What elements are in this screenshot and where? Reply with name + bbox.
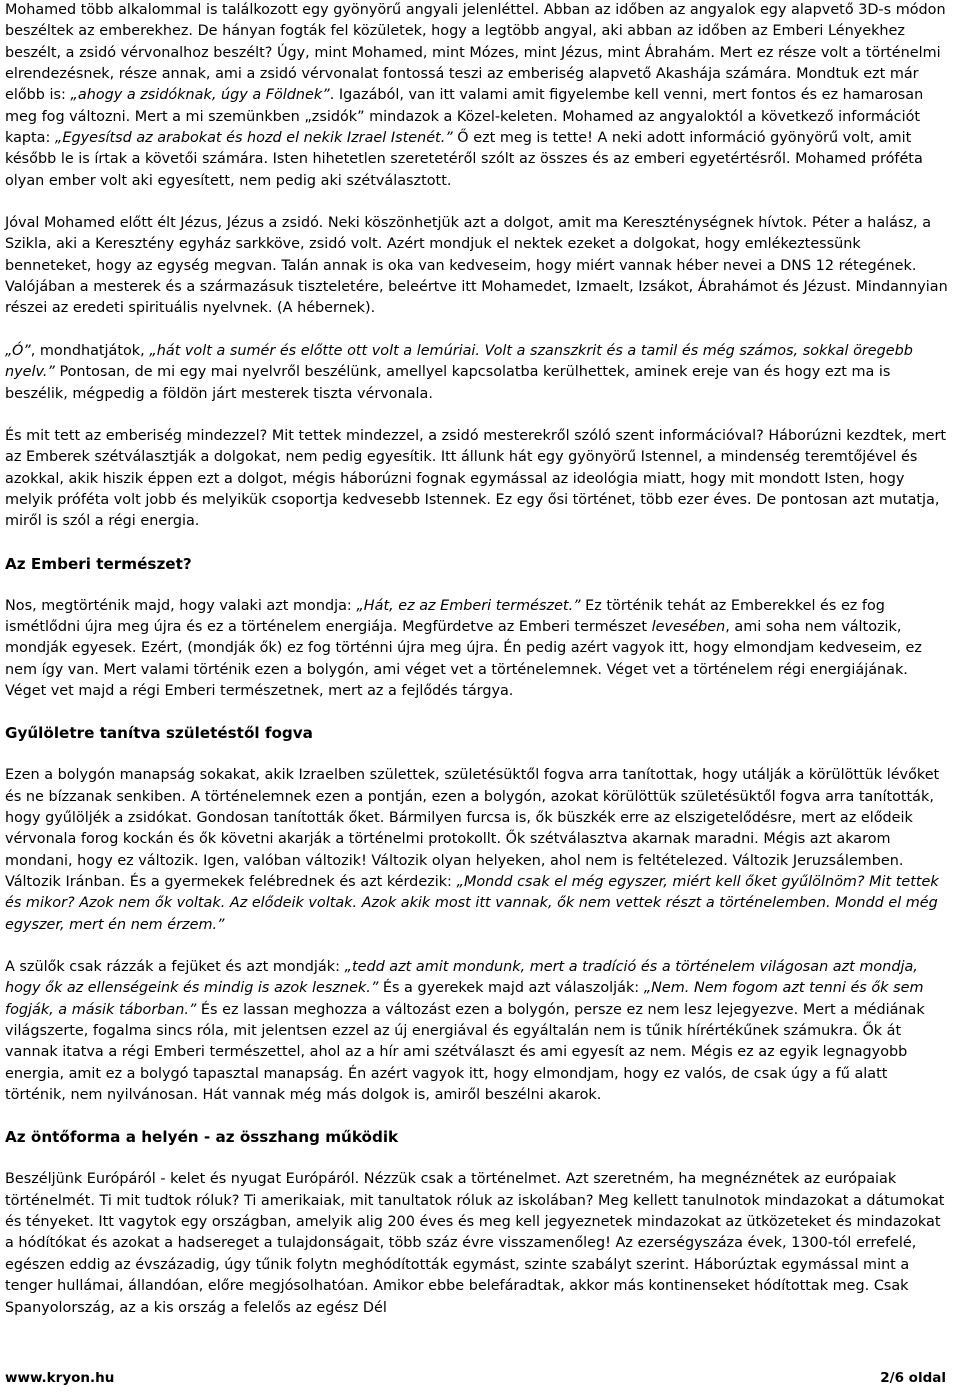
section-heading: Az Emberi természet? (5, 554, 192, 573)
italic-quote: „Nem. Nem fogom azt tenni és ők sem fogják, a másik táborban.” (5, 980, 924, 1018)
page-footer (5, 1370, 946, 1386)
text-run: És ez lassan meghozza a változást ezen a bolygón, persze ez nem lesz lejegyezve. Mert a médiának világszerte, fogalma sincs róla, mit jelentsen ezzel az új energiával és egyáltalán nem is tűnik hírértékűnek számukra. Ők át vannak itatva a régi Emberi természettel, ahol az a hír ami szétválaszt és ami egyesít az nem. Mégis ez az egyik legnagyobb energia, amit ez a bolygó tapasztal manapság. Én azért vagyok itt, hogy elmondjam, hogy ez valós, de csak úgy a fű alatt történik, nem nyilvánosan. Hát vannak még más dolgok is, amiről beszélni akarok. (5, 1001, 925, 1104)
italic-word: levesében (651, 618, 726, 635)
italic-quote: „ahogy a zsidóknak, úgy a Földnek” (70, 87, 330, 104)
footer-page-number: 2/6 oldal (880, 1370, 946, 1386)
text-run: Ez történik tehát az Emberekkel és ez fog ismétlődni újra meg újra és ez a történelem energiája. Megfürdetve az Emberi természet (5, 597, 885, 635)
document-page (5, 0, 951, 1319)
text-run: Mohamed több alkalommal is találkozott egy gyönyörű angyali jelenléttel. Abban az időben az angyalok egy alapvető 3D-s módon beszéltek az emberekhez. De hányan fogták fel közületek, hogy a legtöbb angyal, aki abban az időben az Emberi Lényekhez beszélt, a zsidó vérvonalhoz beszélt? Úgy, mint Mohamed, mint Mózes, mint Jézus, mint Ábrahám. Mert ez része volt a történelmi elrendezésnek, része annak, ami a zsidó vérvonalat fontossá teszi az emberiség alapvető Akashája számára. Mondtuk ezt már előbb is: (5, 2, 946, 104)
italic-quote: „Ó” (5, 342, 31, 359)
footer-site-link[interactable]: www.kryon.hu (5, 1370, 115, 1386)
paragraph-mohamed (5, 0, 951, 192)
text-run: Ezen a bolygón manapság sokakat, akik Izraelben születtek, születésüktől fogva arra tanítottak, hogy utálják a körülöttük lévőket és ne bízzanak senkiben. A történelemnek ezen a pontján, ezen a bolygón, azokat körülöttük születésüktől fogva arra tanították, hogy gyűlöljék a zsidókat. Gondosan tanították őket. Bármilyen furcsa is, ők büszkék erre az elszigetelődésre, mert az elődeik vérvonala forog kockán és ők követni akarják a történelmi protokollt. Ők szétválasztva akarnak maradni. Mégis azt akarom mondani, hogy ez változik. Igen, valóban változik! Változik olyan helyeken, ahol nem is feltételezed. Változik Jeruzsálemben. Változik Iránban. És a gyermekek felébrednek és azt kérdezik: (5, 767, 940, 890)
paragraph-nyelv (5, 341, 951, 405)
paragraph-emberiseg: És mit tett az emberiség mindezzel? Mit tettek mindezzel, a zsidó mesterekről szóló szent információval? Háborúzni kezdtek, mert az Emberek szétválasztják a dolgokat, nem pedig egyesítik. Itt állunk hát egy gyönyörű Istennel, a mindenség teremtőjével és azokkal, akik hiszik éppen ezt a dolgot, mégis háborúzni fognak egymással az ideológia miatt, hogy mit mondott Isten, hogy melyik próféta volt jobb és melyikük csoportja kedvesebb Istennek. Ez egy ősi történet, több ezer éves. De pontosan azt mutatja, miről is szól a régi energia. (5, 427, 946, 530)
text-run: Ő ezt meg is tette! A neki adott információ gyönyörű volt, amit később le is írtak a követői számára. Isten hihetetlen szeretetéről szólt az összes és az emberi egyetértésről. Mohamed próféta olyan ember volt aki egyesített, nem pedig aki szétválasztott. (5, 130, 923, 189)
section-heading: Gyűlöletre tanítva születéstől fogva (5, 724, 313, 743)
section-heading: Az öntőforma a helyén - az összhang működik (5, 1128, 399, 1147)
italic-quote: „Mondd csak el még egyszer, miért kell őket gyűlölnöm? Mit tettek és mikor? Azok nem ők voltak. Az elődeik voltak. Azok akik most itt vannak, ők nem vettek részt a történelemben. Mondd el még egyszer, mert én nem érzem.” (5, 874, 939, 933)
paragraph-gyulolet (5, 765, 951, 936)
italic-quote: „hát volt a sumér és előtte ott volt a lemúriai. Volt a szanszkrit és a tamil és még számos, sokkal öregebb nyelv.” (5, 342, 913, 381)
paragraph-jezus: Jóval Mohamed előtt élt Jézus, Jézus a zsidó. Neki köszönhetjük azt a dolgot, amit ma Kereszténységnek hívtok. Péter a halász, a Szikla, aki a Keresztény egyház sarkköve, zsidó volt. Azért mondjuk el nektek ezeket a dolgokat, hogy emlékeztessünk benneteket, hogy az egység megvan. Talán annak is oka van kedveseim, hogy miért vannak héber nevei a DNS 12 rétegének. Valójában a mesterek és a származásuk tiszteletére, beleértve itt Mohamedet, Izmaelt, Izsákot, Ábrahámot és Jézust. Mindannyian részei az eredeti spirituális nyelvnek. (A hébernek). (5, 215, 948, 317)
text-run: Pontosan, de mi egy mai nyelvről beszélünk, amellyel kapcsolatba kerülhettek, aminek ereje van és hogy ezt ma is beszélik, mégpedig a földön járt mesterek tiszta vérvonala. (5, 364, 891, 402)
text-run: , mondhatjátok, (30, 342, 150, 359)
paragraph-szulok (5, 957, 951, 1106)
paragraph-termeszet (5, 596, 951, 703)
italic-quote: „tedd azt amit mondunk, mert a tradíció és a történelem világosan azt mondja, hogy ők az ellenségeink és mindig is azok lesznek.” (5, 959, 918, 997)
text-run: . Igazából, van itt valami amit figyelembe kell venni, mert fontos és ez hamarosan meg fog változni. Mert a mi szemünkben „zsidók” mindazok a Közel-keleten. Mohamed az angyaloktól a következő információt kapta: (5, 87, 924, 147)
italic-quote: „Egyesítsd az arabokat és hozd el nekik Izrael Istenét.” (54, 130, 453, 147)
text-run: , ami soha nem változik, mondják egyesek. Ezért, (mondják ők) ez fog történni újra meg újra. Én pedig azért vagyok itt, hogy elmondjam kedveseim, ez nem így van. Mert valami történik ezen a bolygón, ami véget vet a történelemnek. Véget vet a történelem régi energiájának. Véget vet majd a régi Emberi természetnek, mert az a fejlődés tárgya. (5, 618, 922, 699)
text-run: A szülők csak rázzák a fejüket és azt mondják: (5, 959, 345, 976)
paragraph-europa: Beszéljünk Európáról - kelet és nyugat Európáról. Nézzük csak a történelmet. Azt szeretném, ha megnéznétek az európaiak történelmét. Ti mit tudtok róluk? Ti amerikaiak, mit tanultatok róluk az iskolában? Meg kellett tanulnotok mindazokat a dátumokat és tényeket. Itt vagytok egy országban, amelyik alig 200 éves és meg kell jegyeznetek mindazokat az ütközeteket és mindazokat a hódítókat és azokat a hadsereget a tulajdonságait, több száz évre visszamenőleg! Az ezerségyszáza évek, 1300-tól errefelé, egészen eddig az évszázadig, úgy tűnik folytn meghódították egymást, szinte szabályt szerint. Háborúztak egymással mint a tenger hullámai, állandóan, előre megjósolhatóan. Amikor ebbe belefáradtak, akkor más kontinenseket hódítottak meg. Csak Spanyolország, az a kis ország a felelős az egész Dél (5, 1171, 945, 1316)
italic-quote: „Hát, ez az Emberi természet.” (356, 597, 581, 614)
text-run: Nos, megtörténik majd, hogy valaki azt mondja: (5, 597, 357, 614)
text-run: És a gyerekek majd azt válaszolják: (378, 980, 644, 997)
